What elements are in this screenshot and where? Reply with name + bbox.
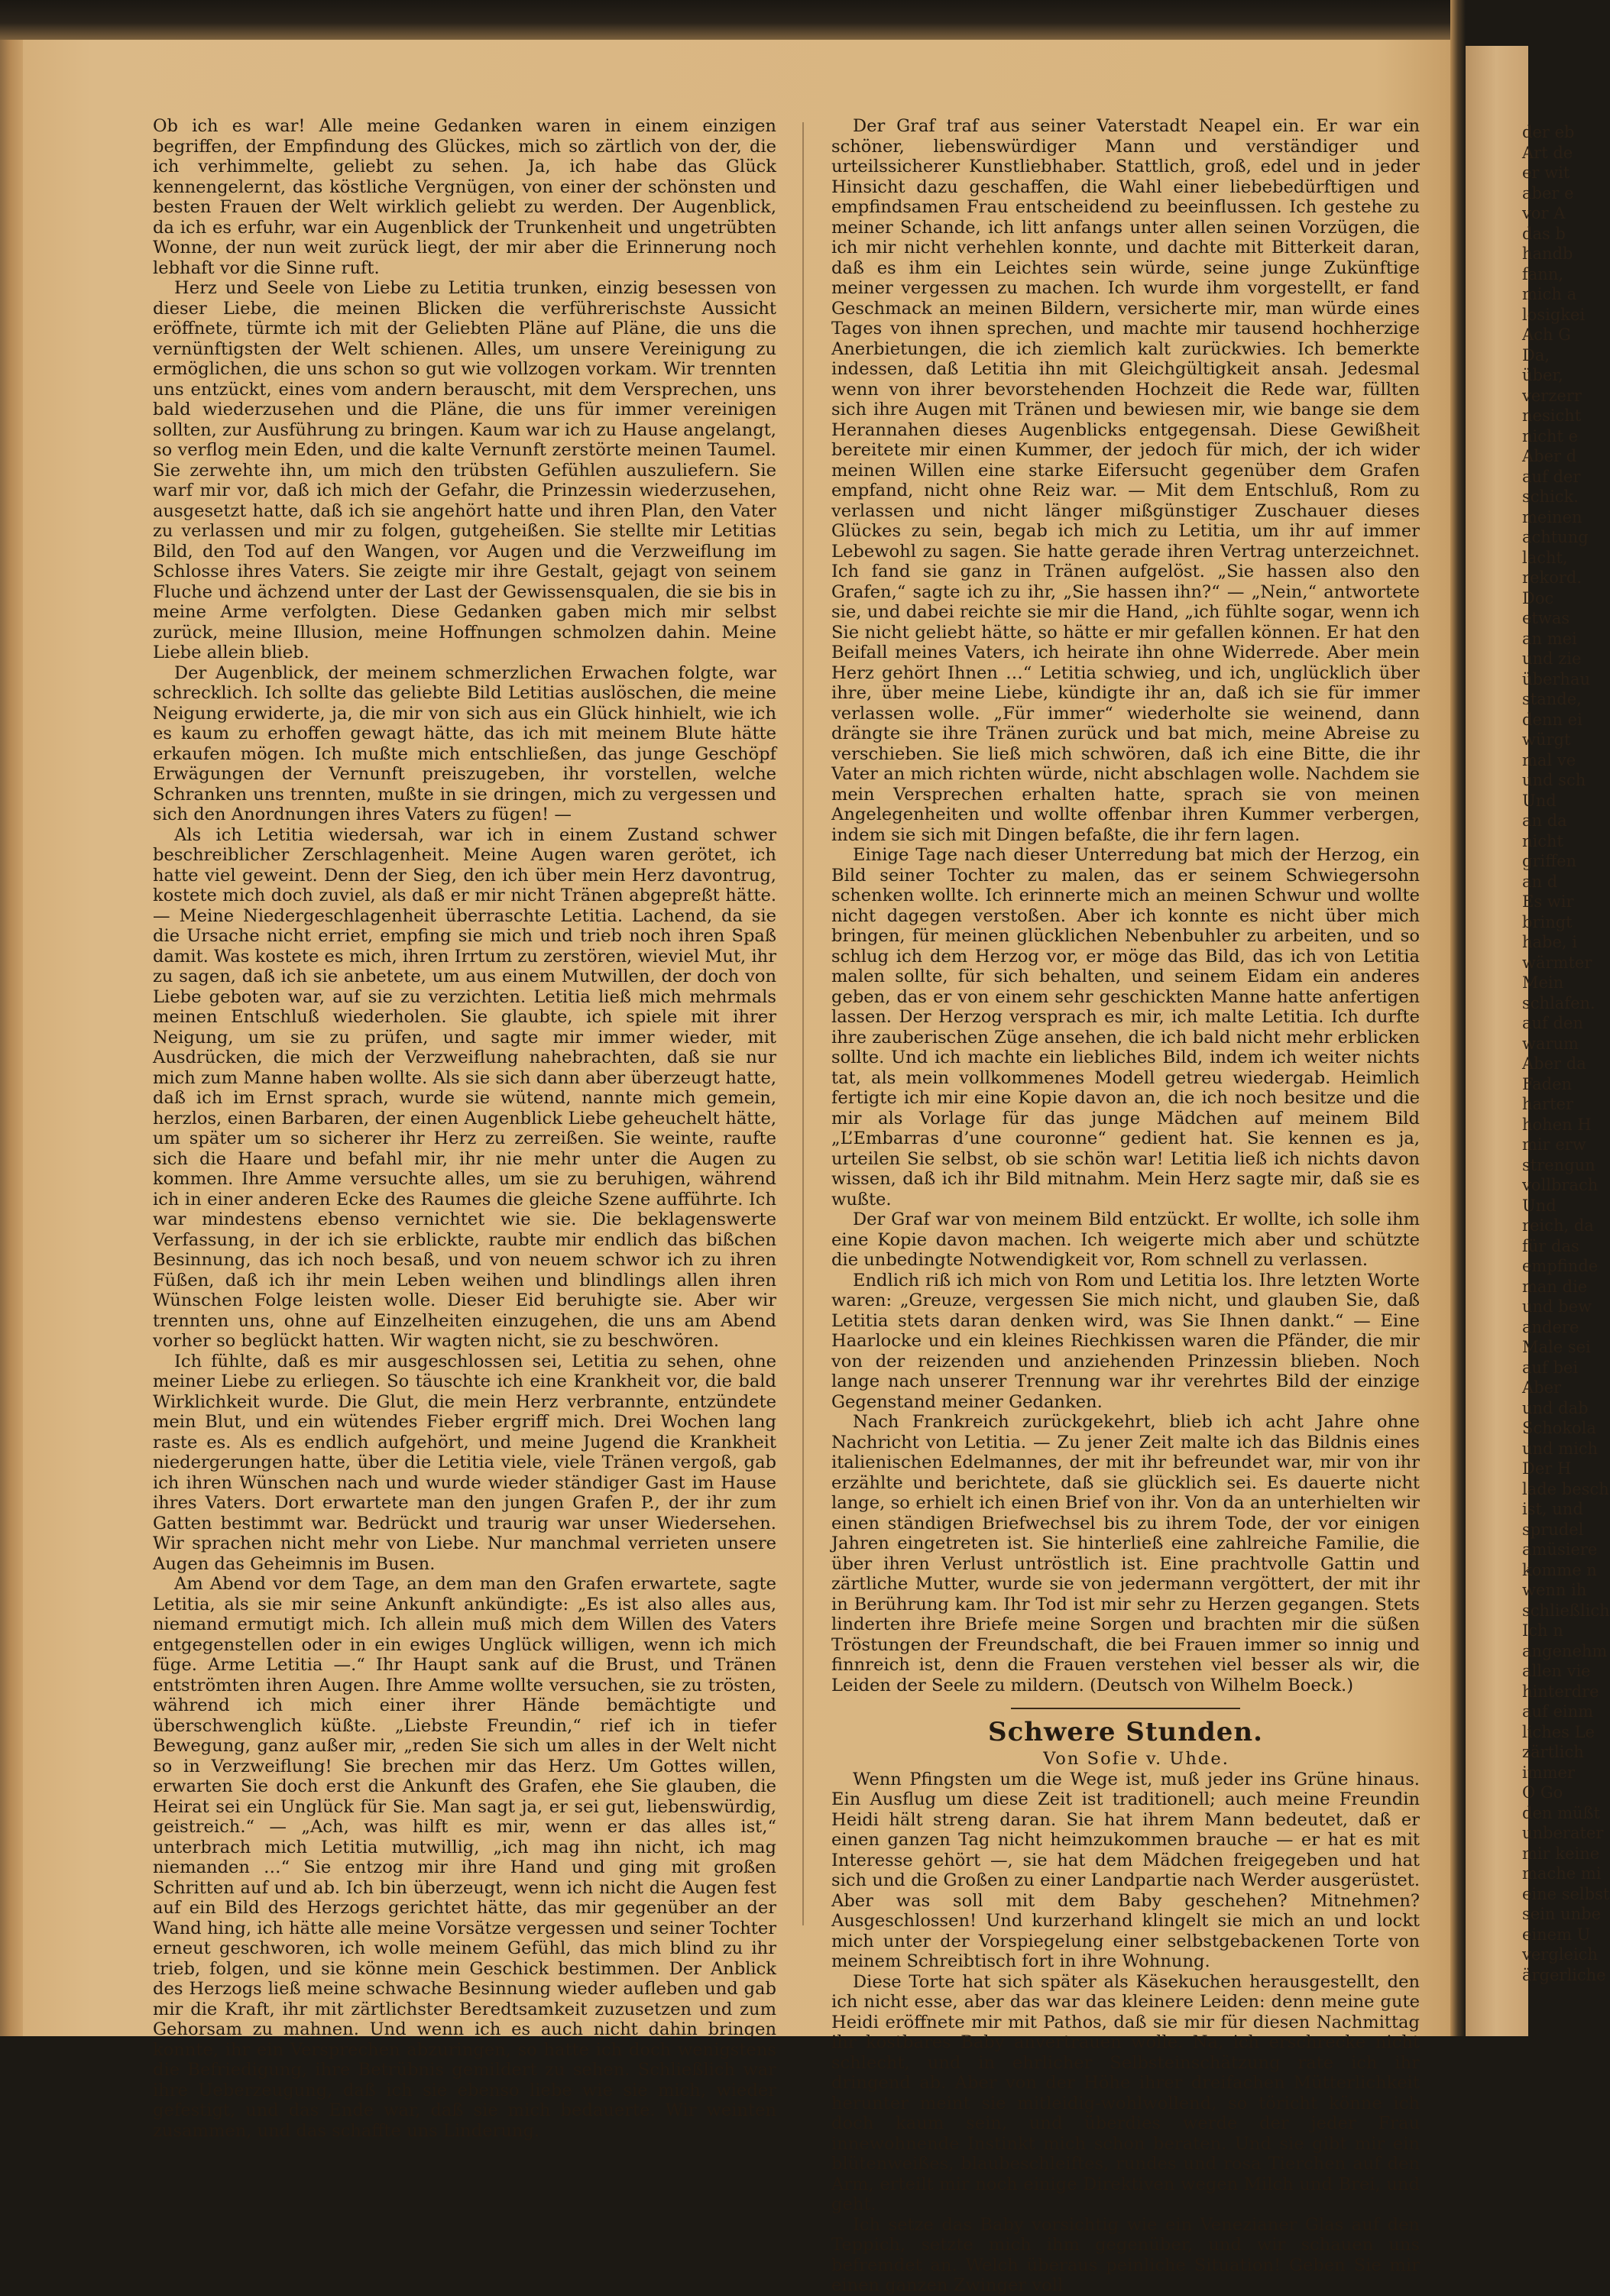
- adjacent-page-line: an d: [1522, 872, 1558, 891]
- adjacent-page-line: eine selbst: [1522, 1884, 1610, 1903]
- adjacent-page-line: den müßt: [1522, 1803, 1600, 1822]
- adjacent-page-line: harter: [1522, 1095, 1573, 1113]
- adjacent-page-line: aber e: [1522, 183, 1574, 202]
- adjacent-page-line: Und: [1522, 1196, 1557, 1215]
- adjacent-page-line: Der H: [1522, 1459, 1572, 1478]
- paragraph: Ob ich es war! Alle meine Gedanken waren in einem einzigen begriffen, der Empfindung des Glückes, mich so zärtlich von der, die ich verhimmelte, geliebt zu sehen. Ja, ich habe das Glück kennengelernt, das köstliche Vergnügen, von einer der schönsten und besten Frauen der Welt wirklich geliebt zu werden. Der Augenblick, da ich es erfuhr, war ein Augenblick der Trunkenheit und ungetrübten Wonne, der nun weit zurück liegt, der mir aber die Erinnerung noch lebhaft vor die Sinne ruft.: [153, 116, 776, 278]
- adjacent-page-line: Mein: [1522, 973, 1564, 992]
- adjacent-page-line: Aber d: [1522, 447, 1577, 465]
- adjacent-page-line: an mei: [1522, 629, 1577, 648]
- adjacent-page-line: immer: [1522, 1763, 1576, 1782]
- adjacent-page-line: Aber da: [1522, 1054, 1586, 1073]
- adjacent-page-line: und zie: [1522, 649, 1582, 668]
- adjacent-page-line: habe, i: [1522, 933, 1577, 951]
- translator-note: (Deutsch von Wilhelm Boeck.): [1090, 1675, 1354, 1695]
- adjacent-page-line: achtung: [1522, 528, 1589, 546]
- adjacent-page-line: andere: [1522, 1317, 1579, 1336]
- paragraph: Diese Torte hat sich später als Käsekuchen herausgestellt, den ich nicht esse, aber das war das kleinere Leiden: denn meine gute Heidi eröffnete mir mit Pathos, daß sie mir für diesen Nachmittag ihr kostbares Baby anvertrauen wolle. Na, ich erschrecke nicht schlecht, und in ehrlicher Selbsteinschätzung rate ich ihr dringend ab. Aber von der Höhe ihrer dreifachen Mütterlichkeit herunter meint sie mitleidig-wohlwollend, so töricht könne ich doch kaum sein, und überdies werde der jeder Frau innewohnende Instinkt mich schon beraten. Und sie gibt mir ein blütenweißes, blaubeschleiftes, rundes und rosa Tierchen auf den Arm, erteilt mir noch einige Direktiven wegen Milch und Brei, und geht.: [831, 1971, 1420, 2214]
- adjacent-page-line: mich a: [1522, 285, 1577, 303]
- adjacent-page-line: und dab: [1522, 1398, 1589, 1417]
- adjacent-page-line: Da,: [1522, 345, 1550, 364]
- adjacent-page-line: zärtlich: [1522, 1743, 1584, 1761]
- adjacent-page-line: auf bei: [1522, 1358, 1579, 1377]
- adjacent-page-line: man die: [1522, 1277, 1588, 1296]
- paragraph: Ich fühlte, daß es mir ausgeschlossen sei, Letitia zu sehen, ohne meiner Liebe zu erliegen. So täuschte ich eine Krankheit vor, die bald Wirklichkeit wurde. Die Glut, die mein Herz verbrannte, entzündete mein Blut, und ein wütendes Fieber ergriff mich. Drei Wochen lang raste es. Als es endlich aufgehört, und meine Jugend die Krankheit niedergerungen hatte, über die Letitia viele, viele Tränen vergoß, gab ich ihren Wünschen nach und wurde wieder ständiger Gast im Hause ihres Vaters. Dort erwartete man den jungen Grafen P., der ihr zum Gatten bestimmt war. Bedrückt und traurig war unser Wiedersehen. Wir sprachen nicht mehr von Liebe. Nur manchmal verrieten unsere Augen das Geheimnis im Busen.: [153, 1351, 776, 1574]
- adjacent-page-line: er wit: [1522, 164, 1570, 182]
- adjacent-page-line: einem U: [1522, 1925, 1591, 1944]
- adjacent-page-line: über,: [1522, 366, 1563, 384]
- adjacent-page-line: meinen: [1522, 507, 1582, 526]
- adjacent-page-line: reich, da: [1522, 1216, 1594, 1235]
- adjacent-page-line: wärmter: [1522, 953, 1592, 972]
- adjacent-page-line: Es wir: [1522, 892, 1574, 911]
- adjacent-page-line: losigkei: [1522, 305, 1586, 324]
- adjacent-page-line: lade besch: [1522, 1479, 1609, 1498]
- adjacent-page-line: etwas: [1522, 609, 1570, 627]
- adjacent-page-line: handb: [1522, 244, 1573, 263]
- right-column: [831, 116, 1420, 2295]
- adjacent-page-line: das b: [1522, 224, 1566, 243]
- paragraph: [831, 1412, 1420, 1695]
- paragraph: Herz und Seele von Liebe zu Letitia trunken, einzig besessen von dieser Liebe, die meinen Blicken die verführerischste Aussicht eröffnete, türmte ich mit der Geliebten Pläne auf Pläne, die uns die vernünftigsten der Welt schienen. Alles, um unsere Vereinigung zu ermöglichen, die uns schon so gut wie vollzogen vorkam. Wir trennten uns entzückt, eines vom andern berauscht, mit dem Versprechen, uns bald wiederzusehen und die Pläne, die uns für immer vereinigen sollten, zur Ausführung zu bringen. Kaum war ich zu Hause angelangt, so verflog mein Eden, und die kalte Vernunft zerstörte meinen Taumel. Sie zerwehte ihn, um mich den trübsten Gefühlen auszuliefern. Sie warf mir vor, daß ich mich der Gefahr, die Prinzessin wiederzusehen, ausgesetzt hatte, daß ich sie angehört hatte und ihren Plan, den Vater zu verlassen und mir zu folgen, gutgeheißen. Sie stellte mir Letitias Bild, den Tod auf den Wangen, vor Augen und die Verzweiflung im Schlosse ihres Vaters. Sie zeigte mir ihre Gestalt, gejagt von seinem Fluche und ächzend unter der Last der Gewissensqualen, die sie bis in meine Arme verfolgten. Diese Gedanken gaben mich mir selbst zurück, meine Illusion, meine Hoffnungen schmolzen dahin. Meine Liebe allein blieb.: [153, 278, 776, 662]
- adjacent-page-line: fann,: [1522, 264, 1564, 283]
- paragraph: Endlich riß ich mich von Rom und Letitia los. Ihre letzten Worte waren: „Greuze, vergessen Sie mich nicht, und glauben Sie, daß Letitia stets daran denken wird, was Sie Ihnen dankt.“ — Eine Haarlocke und ein kleines Riechkissen waren die Pfänder, die mir von der reizenden und anziehenden Prinzessin blieben. Noch lange nach unserer Trennung war ihr verehrtes Bild der einzige Gegenstand meiner Gedanken.: [831, 1270, 1420, 1412]
- adjacent-page-line: liches Le: [1522, 1722, 1595, 1741]
- adjacent-page-line: vor A: [1522, 204, 1566, 222]
- adjacent-page-line: überhau: [1522, 669, 1591, 688]
- adjacent-page-fragments: [1522, 122, 1610, 1985]
- adjacent-page-line: sprudel: [1522, 1520, 1584, 1539]
- adjacent-page-line: vergleich: [1522, 1945, 1598, 1964]
- adjacent-page-line: ist, und: [1522, 1500, 1583, 1518]
- adjacent-page-line: komme n: [1522, 1560, 1597, 1579]
- adjacent-page-line: empfinde: [1522, 1257, 1599, 1275]
- adjacent-page-line: amüsiere: [1522, 1540, 1598, 1559]
- paragraph: Einige Tage nach dieser Unterredung bat mich der Herzog, ein Bild seiner Tochter zu malen, das er seinem Schwiegersohn schenken wollte. Ich erinnerte mich an meinen Schwur und wollte nicht dagegen verstoßen. Aber ich konnte es nicht über mich bringen, für meinen glücklichen Nebenbuhler zu arbeiten, und so schlug ich dem Herzog vor, er möge das Bild, das ich von Letitia malen sollte, für sich behalten, und seinem Eidam ein anderes geben, das er von einem sehr geschickten Manne hatte anfertigen lassen. Der Herzog versprach es mir, ich malte Letitia. Ich durfte ihre zauberischen Züge ansehen, die ich bald nicht mehr erblicken sollte. Und ich machte ein liebliches Bild, indem ich weiter nichts tat, als mein vollkommenes Modell getreu wiedergab. Heimlich fertigte ich mir eine Kopie davon an, die ich noch besitze und die mir als Vorlage für das junge Mädchen auf meinem Bild „L’Embarras d’une couronne“ gedient hat. Sie kennen es ja, urteilen Sie selbst, ob sie schön war! Letitia ließ ich nichts davon wissen, daß ich ihr Bild mitnahm. Mein Herz sagte mir, daß sie es wußte.: [831, 845, 1420, 1210]
- column-divider: [802, 122, 804, 1925]
- paragraph: Der Augenblick, der meinem schmerzlichen Erwachen folgte, war schrecklich. Ich sollte das geliebte Bild Letitias auslöschen, die meine Neigung erwiderte, ja, die mir von sich aus ein Glück hinhielt, wie ich es kaum zu erhoffen gewagt hätte, das ich mit meinem Blute hätte erkaufen mögen. Ich mußte mich entschließen, das junge Geschöpf Erwägungen der Vernunft preiszugeben, ihr vorstellen, welche Schranken uns trennten, mußte in sie dringen, mich zu vergessen und sich den Anordnungen ihres Vaters zu fügen! —: [153, 662, 776, 824]
- adjacent-page-line: der eb: [1522, 123, 1575, 141]
- adjacent-page-line: auf den: [1522, 1014, 1583, 1032]
- paragraph: Der Graf war von meinem Bild entzückt. Er wollte, ich solle ihm eine Kopie davon machen. Ich weigerte mich aber und schützte die unbedingte Notwendigkeit vor, Rom schnell zu verlassen.: [831, 1210, 1420, 1270]
- adjacent-page-line: auf der: [1522, 467, 1581, 486]
- story-byline: Von Sofie v. Uhde.: [1043, 1749, 1229, 1769]
- adjacent-page-line: nesicht: [1522, 406, 1582, 425]
- binding-edge: [0, 40, 23, 2036]
- adjacent-page-line: Ich n: [1522, 1621, 1563, 1640]
- adjacent-page-line: O Go: [1522, 1783, 1563, 1802]
- adjacent-page-line: Schokola: [1522, 1419, 1596, 1437]
- adjacent-page-line: an da: [1522, 811, 1567, 830]
- adjacent-page-line: nicht: [1522, 831, 1563, 850]
- adjacent-page-line: nicht e: [1522, 426, 1579, 445]
- adjacent-page-line: bringt: [1522, 912, 1573, 931]
- paragraph: Ich setze das Baby vorsichtig wie ein Venezianer Glas auf den Teppich, setzte mich ihm gegenüber, und wir schauen uns befremdet an. Welch überaus peinliche Situation! Geben Sie mir einen ganzen Zwinger voll: [831, 2214, 1420, 2295]
- adjacent-page-line: und sch: [1522, 771, 1586, 789]
- left-column: [153, 116, 776, 2141]
- paragraph: Der Graf traf aus seiner Vaterstadt Neapel ein. Er war ein schöner, liebenswürdiger Mann und verständiger und urteilssicherer Kunstliebhaber. Stattlich, groß, edel und in jeder Hinsicht dazu geschaffen, die Wahl einer liebebedürftigen und empfindsamen Frau entscheidend zu beeinflussen. Ich gestehe zu meiner Schande, ich litt anfangs unter allen seinen Vorzügen, die ich mir nicht verhehlen konnte, und dachte mit Bitterkeit daran, daß es ihm ein Leichtes sein würde, seine junge Zukünftige meiner vergessen zu machen. Ich wurde ihm vorgestellt, er fand Geschmack an meinen Bildern, versicherte mir, man würde eines Tages von ihnen sprechen, und machte mir tausend hochherzige Anerbietungen, die ich ziemlich kalt zurückwies. Ich bemerkte indessen, daß Letitia ihn mit Gleichgültigkeit ansah. Jedesmal wenn von ihrer bevorstehenden Hochzeit die Rede war, füllten sich ihre Augen mit Tränen und bewiesen mir, wie bange sie dem Herannahen dieses Augenblicks entgegensah. Diese Gewißheit bereitete mir einen Kummer, der jedoch für mich, der ich wider meinen Willen eine starke Eifersucht gegenüber dem Grafen empfand, nicht ohne Reiz war. — Mit dem Entschluß, Rom zu verlassen und nicht länger mißgünstiger Zuschauer dieses Glückes zu sein, begab ich mich zu Letitia, um ihr auf immer Lebewohl zu sagen. Sie hatte gerade ihren Vertrag unterzeichnet. Ich fand sie ganz in Tränen aufgelöst. „Sie hassen also den Grafen,“ sagte ich zu ihr, „Sie hassen ihn?“ — „Nein,“ antwortete sie, und dabei reichte sie mir die Hand, „ich fühlte sogar, wenn ich Sie nicht geliebt hätte, so hätte er mir gefallen können. Er hat den Beifall meines Vaters, ich heirate ihn ohne Widerrede. Aber mein Herz gehört Ihnen …“ Letitia schwieg, und ich, unglücklich über ihre, über meine Liebe, kündigte ihr an, daß ich sie für immer verlassen wolle. „Für immer“ wiederholte sie weinend, dann drängte sie ihre Tränen zurück und bat mich, meine Abreise zu verschieben. Sie ließ mich schwören, daß ich eine Bitte, die ihr Vater an mich richten würde, nicht abschlagen wolle. Nachdem sie mein Versprechen erhalten hatte, sprach sie von meinen Angelegenheiten und wollte offenbar ihren Kummer verbergen, indem sie sich mit Dingen befaßte, die ihr fern lagen.: [831, 116, 1420, 845]
- adjacent-page-line: Und: [1522, 791, 1557, 810]
- adjacent-page-line: würgt: [1522, 730, 1571, 749]
- adjacent-page-line: allen vie: [1522, 1662, 1591, 1680]
- adjacent-page-line: angenehm: [1522, 1641, 1608, 1660]
- scan-top-edge: [0, 0, 1463, 40]
- adjacent-page-line: hohen H: [1522, 1115, 1592, 1134]
- paragraph: Wenn Pfingsten um die Wege ist, muß jeder ins Grüne hinaus. Ein Ausflug um diese Zeit ist traditionell; auch meine Freundin Heidi hält streng daran. Sie hat ihrem Mann bedeutet, daß er einen ganzen Tag nicht heimzukommen brauche — er hat es mit Interesse gehört —, sie hat dem Mädchen freigegeben und hat sich und die Großen zu einer Landpartie nach Werder ausgerüstet. Aber was soll mit dem Baby geschehen? Mitnehmen? Ausgeschlossen! Und kurzerhand klingelt sie mich an und lockt mich unter der Vorspiegelung einer selbstgebackenen Torte von meinem Schreibtisch fort in ihre Wohnung.: [831, 1769, 1420, 1971]
- adjacent-page-line: rekord.: [1522, 568, 1582, 587]
- adjacent-page-line: Aber: [1522, 1378, 1562, 1397]
- adjacent-page-line: warum: [1522, 1034, 1579, 1053]
- adjacent-page-line: verzerr: [1522, 386, 1582, 405]
- adjacent-page-line: lacht,: [1522, 548, 1568, 567]
- adjacent-page-line: schick.: [1522, 487, 1579, 506]
- adjacent-page-line: stande,: [1522, 690, 1582, 708]
- adjacent-page-line: Doc: [1522, 588, 1554, 607]
- adjacent-page-line: strengun: [1522, 1155, 1595, 1174]
- adjacent-page-line: mal ve: [1522, 750, 1576, 769]
- paragraph-text: Nach Frankreich zurückgekehrt, blieb ich acht Jahre ohne Nachricht von Letitia. — Zu jener Zeit malte ich das Bildnis eines italienischen Edelmannes, der mit ihr befreundet war, mir von ihr erzählte und berichtete, daß sie glücklich sei. Es dauerte nicht lange, so erhielt ich einen Brief von ihr. Von da an unterhielten wir einen ständigen Briefwechsel bis zu ihrem Tode, der vor einigen Jahren eingetreten ist. Sie hinterließ eine zahlreiche Familie, die über ihren Verlust untröstlich ist. Eine prachtvolle Gattin und zärtliche Mutter, wurde sie von jedermann vergöttert, der mit ihr in Berührung kam. Ihr Tod ist mir sehr zu Herzen gegangen. Stets linderten ihre Briefe meine Sorgen und brachten mir die süßen Tröstungen der Freundschaft, die bei Frauen immer so innig und finnreich ist, denn die Frauen verstehen viel besser als wir, die Leiden der Seele zu mildern.: [831, 1412, 1420, 1695]
- adjacent-page-line: sein unbe: [1522, 1905, 1602, 1923]
- adjacent-page-line: Art de: [1522, 143, 1573, 162]
- adjacent-page-line: denn ei: [1522, 710, 1582, 729]
- adjacent-page-line: Ach G: [1522, 325, 1571, 344]
- adjacent-page-line: auf einm: [1522, 1702, 1594, 1721]
- adjacent-page-line: hinterdre: [1522, 1682, 1599, 1701]
- adjacent-page-line: mache mi: [1522, 1864, 1602, 1883]
- paragraph: Als ich Letitia wiedersah, war ich in einem Zustand schwer beschreiblicher Zerschlagenheit. Meine Augen waren gerötet, ich hatte viel geweint. Denn der Sieg, den ich über mein Herz davontrug, kostete mich doch zuviel, als daß er mir nicht Tränen abgepreßt hätte. — Meine Niedergeschlagenheit überraschte Letitia. Lachend, da sie die Ursache nicht erriet, empfing sie mich und trieb noch ihren Spaß damit. Was kostete es mich, ihren Irrtum zu zerstören, wieviel Mut, ihr zu sagen, daß ich sie anbetete, um aus einem Mutwillen, der doch von Liebe geboten war, auf sie zu verzichten. Letitia ließ mich mehrmals meinen Entschluß wiederholen. Sie glaubte, ich spiele mit ihrer Neigung, um sie zu prüfen, und sagte mir immer wieder, mit Ausdrücken, die mich der Verzweiflung nahebrachten, daß sie nur mich zum Manne haben wollte. Als sie sich dann aber überzeugt hatte, daß ich im Ernst sprach, wurde sie wütend, nannte mich gemein, herzlos, einen Barbaren, der einen Augenblick Liebe geheuchelt hätte, um später um so sicherer ihr Herz zu zerreißen. Sie weinte, raufte sich die Haare und befahl mir, ihr nie mehr unter die Augen zu kommen. Ihre Amme versuchte alles, um sie zu beruhigen, während ich in einer anderen Ecke des Raumes die gleiche Szene aufführte. Ich war mindestens ebenso vernichtet wie sie. Die beklagenswerte Verfassung, in der ich sie erblickte, raubte mir endlich das bißchen Besinnung, das ich noch besaß, und von neuem schwor ich zu ihren Füßen, daß ich ihr mein Leben weihen und blindlings allen ihren Wünschen Folge leisten wolle. Dieser Eid beruhigte sie. Aber wir trennten uns, ohne auf Einzelheiten einzugehen, die uns am Abend vorher so beglückt hatten. Wir wagten nicht, sie zu beschwören.: [153, 824, 776, 1351]
- adjacent-page-line: unberater: [1522, 1824, 1604, 1842]
- adjacent-page-line: schließlich: [1522, 1601, 1610, 1620]
- adjacent-page-edge: [1466, 46, 1528, 2036]
- page-gutter: [1450, 0, 1466, 2036]
- adjacent-page-line: griffen: [1522, 852, 1577, 870]
- paragraph: Am Abend vor dem Tage, an dem man den Grafen erwartete, sagte Letitia, als sie mir seine Ankunft ankündigte: „Es ist also alles aus, niemand ermutigt mich. Ich allein muß mich dem Willen des Vaters entgegenstellen oder in ein ewiges Unglück willigen, wenn ich mich füge. Arme Letitia —.“ Ihr Haupt sank auf die Brust, und Tränen entströmten ihren Augen. Ihre Amme wollte versuchen, sie zu trösten, während ich mich einer ihrer Hände bemächtigte und überschwenglich küßte. „Liebste Freundin,“ rief ich in tiefer Bewegung, ganz außer mir, „reden Sie sich um alles in der Welt nicht so in Verzweiflung! Sie brechen mir das Herz. Um Gottes willen, erwarten Sie doch erst die Ankunft des Grafen, ehe Sie glauben, die Heirat sei ein Unglück für Sie. Man sagt ja, er sei gut, liebenswürdig, geistreich.“ — „Ach, was hilft es mir, wenn er das alles ist,“ unterbrach mich Letitia mutwillig, „ich mag ihn nicht, ich mag niemanden …“ Sie entzog mir ihre Hand und ging mit großen Schritten auf und ab. Ich bin überzeugt, wenn ich nicht die Augen fest auf ein Bild des Herzogs gerichtet hätte, das mir gegenüber an der Wand hing, ich hätte alle meine Vorsätze vergessen und seiner Tochter erneut geschworen, ich wolle meinem Gefühl, das mich blind zu ihr trieb, folgen, und sie könne mein Geschick bestimmen. Der Anblick des Herzogs ließ meine schwache Besinnung wieder aufleben und gab mir die Kraft, ihr mit zärtlichster Beredtsamkeit zuzusetzen und zum Gehorsam zu mahnen. Und wenn ich es auch nicht dahin bringen konnte, ihr ein Versprechen abzuringen, so hatte ich doch wenigstens die Befriedigung, ihre Betrübnis gemildert zu sehen. Schließlich war ihre Ueberzeugung, daß ich sie ebenso liebe wie sie mich, wieder gefestigt, und das Ende war, daß sie mich bedauerte. Wir weinten zusammen, und das schaffte uns Linderung.: [153, 1574, 776, 2141]
- story-title: Schwere Stunden.: [988, 1717, 1263, 1747]
- adjacent-page-line: wenn ih: [1522, 1581, 1587, 1599]
- story-separator-rule: [1011, 1708, 1240, 1709]
- adjacent-page-line: Faden: [1522, 1074, 1573, 1093]
- adjacent-page-line: mir keine: [1522, 1844, 1600, 1863]
- adjacent-page-line: und bew: [1522, 1297, 1592, 1316]
- adjacent-page-line: und mich: [1522, 1439, 1599, 1458]
- adjacent-page-line: mir erw: [1522, 1135, 1586, 1154]
- adjacent-page-line: ärgerliche: [1522, 1965, 1606, 1984]
- adjacent-page-line: für das: [1522, 1236, 1579, 1255]
- adjacent-page-line: vollbrach: [1522, 1176, 1599, 1194]
- adjacent-page-line: schlafen.: [1522, 993, 1595, 1012]
- adjacent-page-line: Male sei: [1522, 1338, 1591, 1356]
